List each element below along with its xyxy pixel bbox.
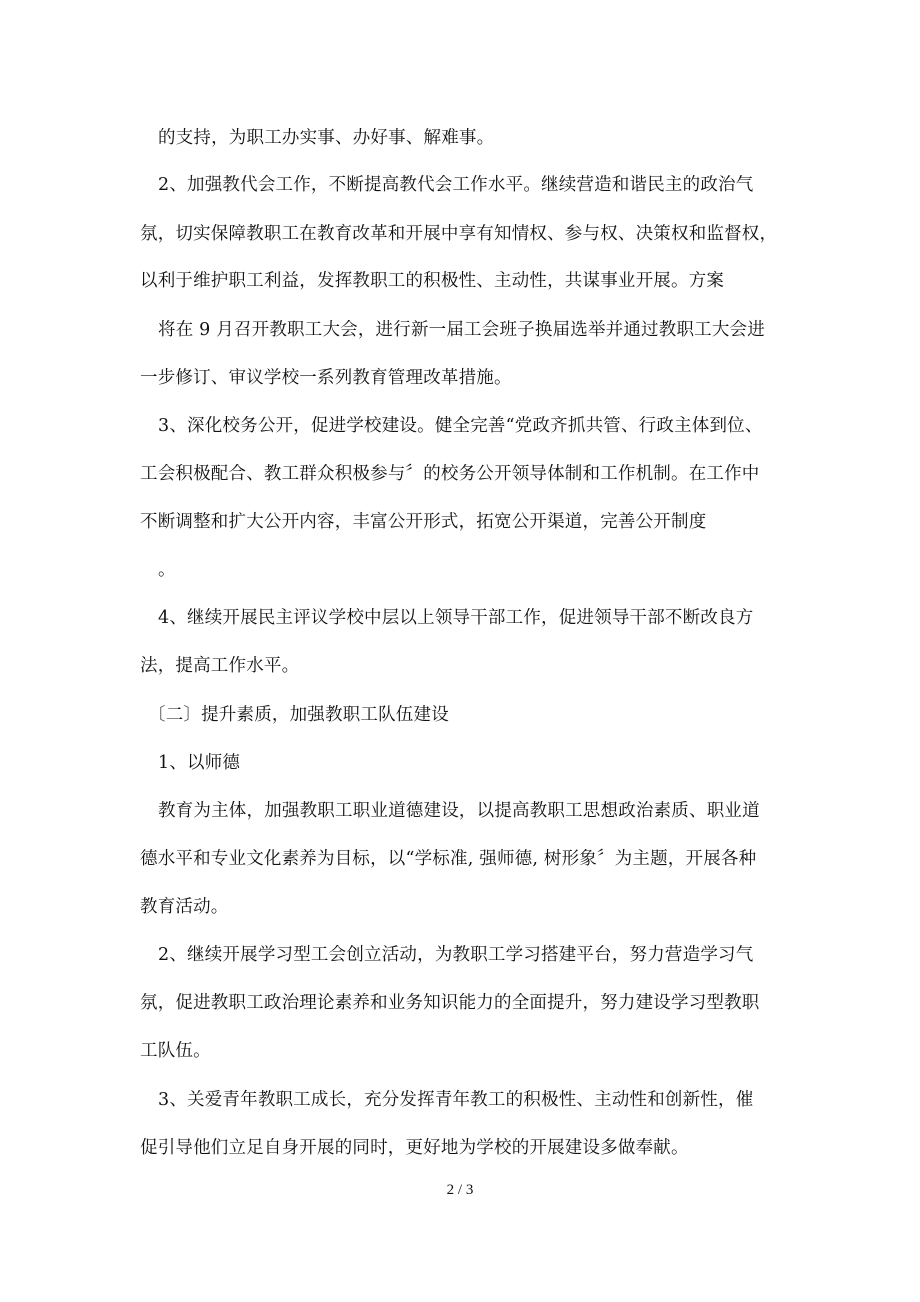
paragraph-3-line-3: 不断调整和扩大公开内容，丰富公开形式，拓宽公开渠道，完善公开制度 bbox=[140, 512, 707, 532]
subsection-1-line-3: 教育活动。 bbox=[140, 897, 229, 917]
paragraph-4-line-2: 法，提高工作水平。 bbox=[140, 656, 300, 676]
paragraph-3-line-1: 3、深化校务公开，促进学校建设。健全完善“党政齐抓共管、行政主体到位、 bbox=[158, 416, 763, 436]
paragraph-2-line-1: 2、加强教代会工作，不断提高教代会工作水平。继续营造和谐民主的政治气 bbox=[158, 175, 754, 195]
subsection-1-line-2: 德水平和专业文化素养为目标，以“学标准, 强师德, 树形象〞为主题，开展各种 bbox=[140, 849, 757, 869]
subsection-2-line-3: 工队伍。 bbox=[140, 1041, 211, 1061]
subsection-3-line-2: 促引导他们立足自身开展的同时，更好地为学校的开展建设多做奉献。 bbox=[140, 1138, 689, 1158]
text-line-continuation: 的支持，为职工办实事、办好事、解难事。 bbox=[158, 128, 495, 148]
subsection-2-line-1: 2、继续开展学习型工会创立活动，为教职工学习搭建平台，努力营造学习气 bbox=[158, 945, 754, 965]
paragraph-3-line-4: 。 bbox=[158, 560, 176, 580]
subsection-3-line-1: 3、关爱青年教职工成长，充分发挥青年教工的积极性、主动性和创新性，催 bbox=[158, 1090, 754, 1110]
subsection-1-line-1: 教育为主体，加强教职工职业道德建设，以提高教职工思想政治素质、职业道 bbox=[158, 801, 760, 821]
paragraph-2-line-3: 以利于维护职工利益，发挥教职工的积极性、主动性，共谋事业开展。方案 bbox=[140, 271, 725, 291]
paragraph-2-line-2: 氛，切实保障教职工在教育改革和开展中享有知情权、参与权、决策权和监督权， bbox=[140, 224, 778, 244]
subsection-2-line-2: 氛，促进教职工政治理论素养和业务知识能力的全面提升，努力建设学习型教职 bbox=[140, 993, 760, 1013]
subsection-1-title: 1、以师德 bbox=[158, 753, 241, 773]
paragraph-4-line-1: 4、继续开展民主评议学校中层以上领导干部工作，促进领导干部不断改良方 bbox=[158, 608, 754, 628]
paragraph-plan-line-2: 一步修订、审议学校一系列教育管理改革措施。 bbox=[140, 368, 512, 388]
paragraph-plan-line-1: 将在 9 月召开教职工大会，进行新一届工会班子换届选举并通过教职工大会进 bbox=[158, 320, 765, 340]
section-heading: 〔二〕提升素质，加强教职工队伍建设 bbox=[148, 705, 449, 725]
paragraph-3-line-2: 工会积极配合、教工群众积极参与〞的校务公开领导体制和工作机制。在工作中 bbox=[140, 464, 760, 484]
page-number: 2 / 3 bbox=[446, 1182, 474, 1198]
